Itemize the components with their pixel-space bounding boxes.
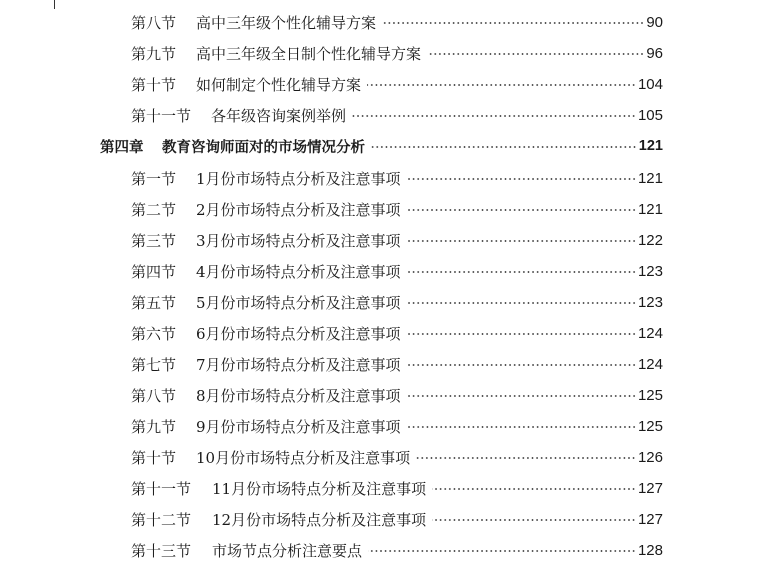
toc-leader-dots	[367, 84, 636, 86]
toc-entry-number: 第五节	[131, 293, 177, 312]
toc-entry-title: 5月份市场特点分析及注意事项	[196, 293, 401, 312]
toc-entry-number: 第十一节	[131, 479, 192, 498]
toc-entry-title: 各年级咨询案例举例	[211, 106, 347, 125]
toc-entry-page: 127	[637, 510, 663, 528]
toc-entry-number: 第七节	[131, 355, 177, 374]
toc-entry-page: 123	[637, 262, 663, 280]
toc-entry-number: 第九节	[131, 417, 177, 436]
toc-entry-page: 124	[637, 324, 663, 342]
toc-entry-number: 第三节	[131, 231, 177, 250]
toc-leader-dots	[407, 178, 636, 180]
toc-entry-number: 第十一节	[131, 106, 192, 125]
toc-entry[interactable]	[131, 414, 663, 438]
toc-entry-title: 12月份市场特点分析及注意事项	[212, 510, 427, 529]
toc-entry-number: 第十二节	[131, 510, 192, 529]
toc-entry[interactable]	[131, 166, 663, 190]
toc-entry-title: 如何制定个性化辅导方案	[196, 75, 362, 94]
toc-entry-page: 126	[637, 448, 663, 466]
toc-leader-dots	[407, 426, 636, 428]
toc-entry-title: 4月份市场特点分析及注意事项	[196, 262, 401, 281]
toc-leader-dots	[352, 115, 636, 117]
toc-entry-page: 104	[637, 75, 663, 93]
toc-entry-page: 128	[637, 541, 663, 559]
toc-entry[interactable]	[131, 352, 663, 376]
toc-leader-dots	[382, 22, 644, 24]
toc-leader-dots	[416, 457, 636, 459]
toc-leader-dots	[407, 302, 636, 304]
toc-entry-number: 第八节	[131, 386, 177, 405]
toc-entry[interactable]	[131, 10, 663, 34]
toc-entry-number: 第十节	[131, 75, 177, 94]
toc-entry-number: 第十节	[131, 448, 177, 467]
toc-entry-page: 123	[637, 293, 663, 311]
toc-entry-title: 8月份市场特点分析及注意事项	[196, 386, 401, 405]
toc-leader-dots	[407, 209, 636, 211]
toc-entry-number: 第六节	[131, 324, 177, 343]
toc-entry-page: 121	[637, 169, 663, 187]
toc-entry-number: 第四节	[131, 262, 177, 281]
toc-entry-title: 1月份市场特点分析及注意事项	[196, 169, 401, 188]
toc-chapter-entry[interactable]	[100, 134, 663, 158]
toc-entry-title: 3月份市场特点分析及注意事项	[196, 231, 401, 250]
toc-entry[interactable]	[131, 103, 663, 127]
toc-entry-number: 第十三节	[131, 541, 192, 560]
toc-entry-page: 122	[637, 231, 663, 249]
toc-entry-page: 125	[637, 386, 663, 404]
toc-entry-title: 7月份市场特点分析及注意事项	[196, 355, 401, 374]
toc-entry-page: 124	[637, 355, 663, 373]
toc-entry-page: 121	[637, 200, 663, 218]
toc-entry[interactable]	[131, 507, 663, 531]
toc-leader-dots	[407, 395, 636, 397]
toc-entry[interactable]	[131, 41, 663, 65]
toc-leader-dots	[407, 240, 636, 242]
toc-entry-title: 市场节点分析注意要点	[212, 541, 363, 560]
toc-entry-title: 高中三年级个性化辅导方案	[196, 13, 377, 32]
toc-chapter-page: 121	[638, 138, 663, 154]
toc-entry[interactable]	[131, 445, 663, 469]
toc-entry-title: 9月份市场特点分析及注意事项	[196, 417, 401, 436]
toc-leader-dots	[371, 146, 637, 148]
toc-entry[interactable]	[131, 538, 663, 562]
toc-leader-dots	[427, 53, 644, 55]
toc-entry-number: 第九节	[131, 44, 177, 63]
toc-chapter-number: 第四章	[100, 139, 144, 156]
toc-leader-dots	[407, 364, 636, 366]
toc-entry-page: 96	[646, 44, 663, 62]
toc-entry[interactable]	[131, 72, 663, 96]
crop-mark	[54, 0, 55, 9]
toc-entry-number: 第一节	[131, 169, 177, 188]
toc-chapter-title: 教育咨询师面对的市场情况分析	[162, 139, 365, 156]
toc-entry-title: 10月份市场特点分析及注意事项	[196, 448, 411, 467]
toc-entry[interactable]	[131, 228, 663, 252]
toc-leader-dots	[368, 550, 636, 552]
toc-entry[interactable]	[131, 197, 663, 221]
toc-leader-dots	[407, 333, 636, 335]
toc-entry-number: 第八节	[131, 13, 177, 32]
toc-entry-page: 127	[637, 479, 663, 497]
toc-leader-dots	[432, 488, 636, 490]
toc-entry-title: 2月份市场特点分析及注意事项	[196, 200, 401, 219]
toc-entry-title: 高中三年级全日制个性化辅导方案	[196, 44, 422, 63]
toc-entry[interactable]	[131, 383, 663, 407]
toc-entry-title: 6月份市场特点分析及注意事项	[196, 324, 401, 343]
toc-entry-page: 125	[637, 417, 663, 435]
toc-entry-title: 11月份市场特点分析及注意事项	[212, 479, 427, 498]
toc-leader-dots	[407, 271, 636, 273]
toc-entry-page: 105	[637, 106, 663, 124]
toc-entry-number: 第二节	[131, 200, 177, 219]
toc-entry-page: 90	[646, 13, 663, 31]
toc-entry[interactable]	[131, 321, 663, 345]
toc-leader-dots	[432, 519, 636, 521]
toc-entry[interactable]	[131, 259, 663, 283]
toc-entry[interactable]	[131, 290, 663, 314]
toc-entry[interactable]	[131, 476, 663, 500]
